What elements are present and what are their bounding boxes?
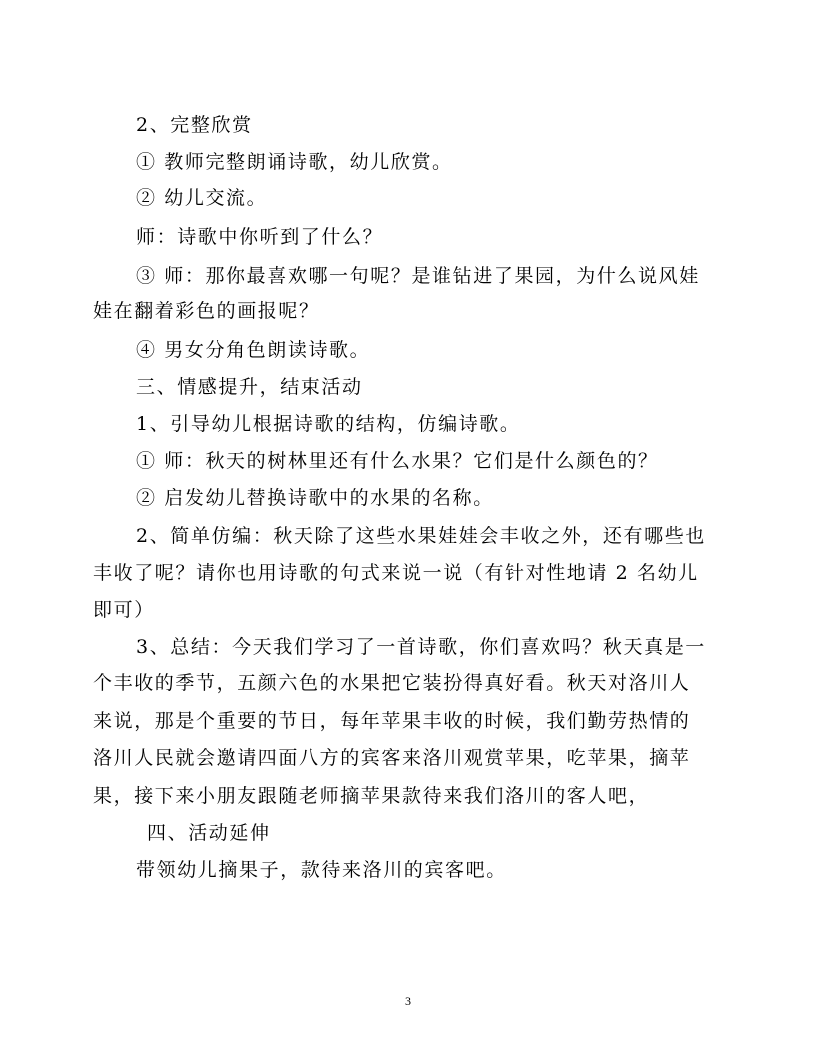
page-number: 3 xyxy=(405,994,411,1008)
paragraph-line: 带领幼儿摘果子，款待来洛川的宾客吧。 xyxy=(136,859,507,881)
paragraph-line: ① 教师完整朗诵诗歌，幼儿欣赏。 xyxy=(136,151,453,173)
paragraph-line: ④ 男女分角色朗读诗歌。 xyxy=(136,339,371,361)
paragraph-line: 1、引导幼儿根据诗歌的结构，仿编诗歌。 xyxy=(136,413,521,435)
paragraph-line: 果，接下来小朋友跟随老师摘苹果款待来我们洛川的客人吧， xyxy=(93,785,650,807)
paragraph-line: 娃在翻着彩色的画报呢？ xyxy=(93,300,320,322)
paragraph-line: 来说，那是个重要的节日，每年苹果丰收的时候，我们勤劳热情的 xyxy=(93,710,691,732)
paragraph-line: ② 幼儿交流。 xyxy=(136,187,268,209)
paragraph-line: 丰收了呢？请你也用诗歌的句式来说一说（有针对性地请 2 名幼儿 xyxy=(93,562,699,584)
paragraph-line: 师：诗歌中你听到了什么？ xyxy=(136,226,384,248)
section-heading-3: 三、情感提升，结束活动 xyxy=(136,376,363,398)
paragraph-line: 即可） xyxy=(93,599,155,621)
paragraph-line: ① 师：秋天的树林里还有什么水果？它们是什么颜色的？ xyxy=(136,450,659,472)
paragraph-line: ② 启发幼儿替换诗歌中的水果的名称。 xyxy=(136,487,494,509)
paragraph-line: 个丰收的季节，五颜六色的水果把它装扮得真好看。秋天对洛川人 xyxy=(93,672,691,694)
paragraph-line: ③ 师：那你最喜欢哪一句呢？是谁钻进了果园，为什么说风娃 xyxy=(136,265,700,287)
paragraph-line: 洛川人民就会邀请四面八方的宾客来洛川观赏苹果，吃苹果，摘苹 xyxy=(93,747,691,769)
paragraph-line: 2、简单仿编：秋天除了这些水果娃娃会丰收之外，还有哪些也 xyxy=(136,525,706,547)
paragraph-line: 3、总结：今天我们学习了一首诗歌，你们喜欢吗？秋天真是一 xyxy=(136,636,706,658)
section-heading-4: 四、活动延伸 xyxy=(147,822,271,844)
section-heading-2: 2、完整欣赏 xyxy=(136,114,253,136)
